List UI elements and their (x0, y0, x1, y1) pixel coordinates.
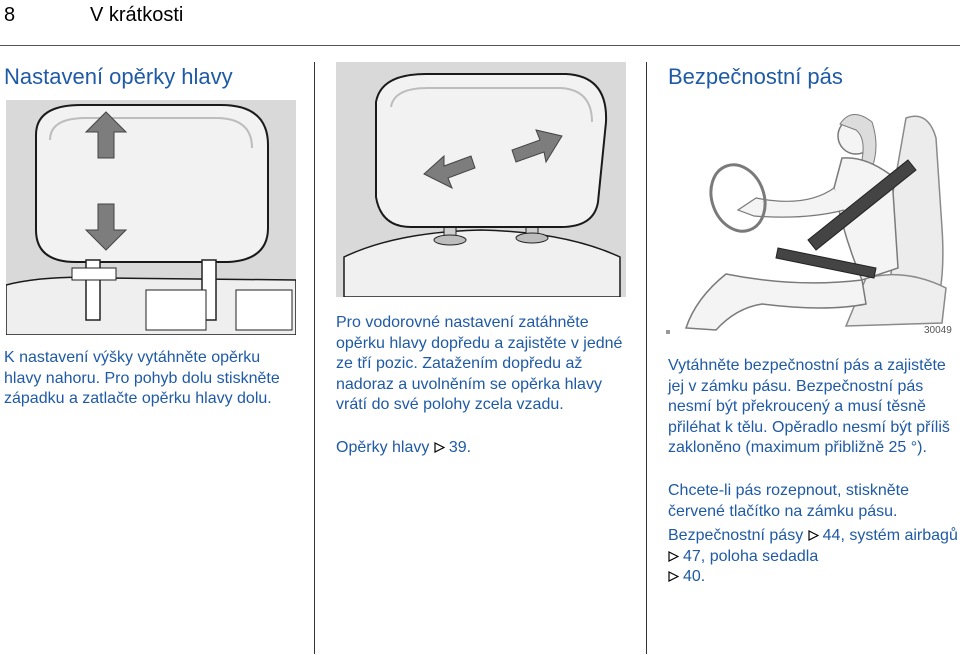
paragraph-seatbelt-release: Chcete-li pás rozepnout, stiskněte červené tlačítko na zámku pásu. (668, 482, 910, 520)
section-title-seatbelt: Bezpečnostní pás (668, 64, 843, 89)
column-divider-left (314, 62, 315, 654)
page-reference-arrow-icon (668, 571, 679, 582)
reference-seatbelts-label: Bezpečnostní pásy (668, 527, 804, 544)
chapter-title: V krátkosti (90, 4, 184, 26)
reference-airbag-page[interactable]: 47, poloha sedadla (683, 547, 819, 565)
paragraph-headrest-horizontal: Pro vodorovné nastavení zatáhněte opěrku hlavy dopředu a zajistěte v jedné ze tří pozic. Zatažením dopředu až nadoraz a uvolněním se opěrka hlavy vrátí do své polohy zcela vzadu. (336, 314, 623, 413)
figure-id-label: 30049 (924, 325, 952, 335)
reference-headrests-label: Opěrky hlavy (336, 439, 430, 456)
page-reference-arrow-icon (434, 442, 445, 453)
paragraph-seatbelt-fasten: Vytáhněte bezpečnostní pás a zajistěte jej v zámku pásu. Bezpečnostní pás nesmí být překroucený a musí těsně přiléhat k tělu. Opěradlo nesmí být příliš zakloněno (maximum přibližně 25 °). (668, 357, 950, 456)
reference-headrests (336, 438, 626, 459)
section-title-headrest: Nastavení opěrky hlavy (4, 64, 233, 89)
page-number: 8 (4, 4, 16, 26)
headrest-horizontal-figure (336, 62, 626, 297)
reference-headrests-page[interactable]: 39. (448, 439, 472, 456)
reference-seat-page[interactable]: 40. (683, 568, 706, 585)
paragraph-headrest-height: K nastavení výšky vytáhněte opěrku hlavy nahoru. Pro pohyb dolu stiskněte západku a zatlačte opěrku hlavy dolu. (4, 349, 280, 407)
page-reference-arrow-icon (808, 530, 819, 541)
reference-seatbelts-page[interactable]: 44, systém airbagů (822, 527, 958, 544)
seatbelt-figure (666, 98, 958, 335)
header-divider (0, 45, 960, 46)
reference-seatbelt (668, 526, 960, 588)
page-reference-arrow-icon (668, 551, 679, 562)
column-divider-right (646, 62, 647, 654)
headrest-height-figure (6, 100, 296, 335)
